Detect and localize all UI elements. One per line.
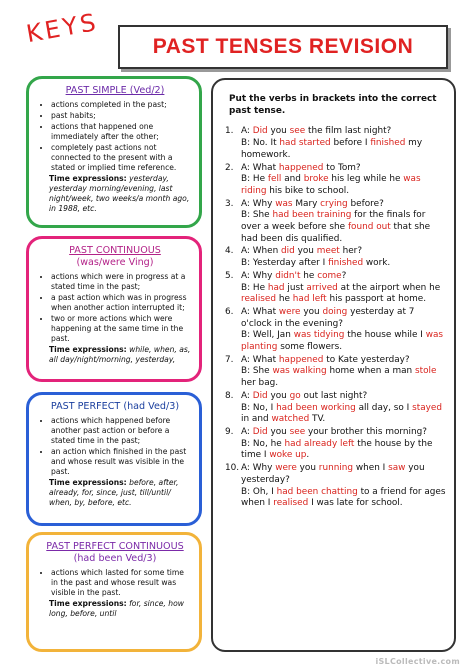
sentence-text: TV. bbox=[309, 414, 326, 425]
past-simple-list bbox=[39, 100, 191, 214]
answer-verb: saw bbox=[388, 463, 406, 474]
answer-verb: doing bbox=[322, 306, 348, 317]
sentence-text: A: Why bbox=[241, 198, 276, 209]
list-item: • an action which finished in the past and whose result was visible in the past. bbox=[51, 447, 191, 477]
sentence-text: A: bbox=[241, 426, 253, 437]
answer-verb: had been working bbox=[276, 402, 356, 413]
answer-verb: did bbox=[281, 246, 295, 257]
exercise-item bbox=[225, 163, 446, 198]
item-text bbox=[241, 199, 446, 246]
answer-verb: happened bbox=[278, 354, 324, 365]
item-number: 4. bbox=[225, 246, 234, 257]
answer-verb: Did bbox=[252, 390, 268, 401]
sentence-text: home when a man bbox=[326, 366, 416, 377]
answer-verb: woke up bbox=[269, 450, 307, 461]
exercise-item bbox=[225, 427, 446, 462]
past-perfect-list bbox=[39, 416, 191, 508]
past-perfect-continuous-title-line2: (had been Ved/3) bbox=[73, 553, 157, 564]
past-perfect-continuous-box bbox=[26, 532, 202, 652]
answer-verb: Did bbox=[252, 126, 268, 137]
item-text bbox=[241, 355, 446, 390]
exercise-item bbox=[225, 391, 446, 426]
sentence-text: and bbox=[281, 174, 304, 185]
item-number: 5. bbox=[225, 270, 234, 281]
answer-verb: crying bbox=[320, 198, 348, 209]
sentence-text: before? bbox=[347, 198, 384, 209]
answer-verb: had bbox=[267, 282, 285, 293]
exercise-item bbox=[225, 199, 446, 246]
sentence-text: out last night? bbox=[300, 390, 368, 401]
keys-label: KEYS bbox=[24, 7, 101, 49]
time-text: yesterday, yesterday morning/evening, last night/week, two weeks/a month ago, in 1988, etc. bbox=[49, 174, 190, 213]
answer-verb: meet bbox=[316, 246, 340, 257]
sentence-text: A: bbox=[241, 390, 253, 401]
answer-verb: fell bbox=[267, 174, 282, 185]
answer-verb: was bbox=[275, 198, 293, 209]
past-perfect-continuous-title-line1: PAST PERFECT CONTINUOUS bbox=[46, 541, 184, 552]
item-number: 7. bbox=[225, 354, 234, 365]
answer-verb: had started bbox=[279, 138, 331, 149]
item-text bbox=[241, 463, 446, 510]
list-item: • actions which lasted for some time in the past and whose result was visible in the past. bbox=[51, 568, 191, 598]
sentence-text: her? bbox=[339, 246, 363, 257]
time-text: before, after, already, for, since, just, till/until/ when, by, before, etc. bbox=[49, 478, 179, 507]
answer-verb: found out bbox=[347, 222, 391, 233]
sentence-text: A: bbox=[241, 126, 253, 137]
sentence-text: B: Yesterday after I bbox=[241, 258, 329, 269]
sentence-text: at the airport when he bbox=[337, 282, 441, 293]
sentence-text: A: Why bbox=[241, 270, 276, 281]
answer-verb: finished bbox=[370, 138, 406, 149]
list-item: • two or more actions which were happening at the same time in the past. bbox=[51, 314, 191, 344]
sentence-text: A: When bbox=[241, 246, 282, 257]
sentence-text: his bike to school. bbox=[266, 185, 350, 196]
answer-verb: stole bbox=[415, 366, 437, 377]
past-continuous-title bbox=[39, 245, 191, 269]
past-perfect-continuous-list bbox=[39, 568, 191, 619]
answer-verb: see bbox=[289, 126, 306, 137]
answer-verb: realised bbox=[241, 294, 277, 305]
sentence-text: yesterday at 7 o'clock in the evening? bbox=[241, 306, 415, 329]
past-simple-box bbox=[26, 76, 202, 228]
sentence-text: A: What bbox=[241, 306, 279, 317]
sentence-text: his passport at home. bbox=[326, 294, 427, 305]
exercise-panel bbox=[211, 78, 456, 652]
answer-verb: Did bbox=[252, 426, 268, 437]
time-expressions bbox=[49, 345, 191, 365]
answer-verb: happened bbox=[278, 162, 324, 173]
sentence-text: he bbox=[300, 270, 318, 281]
list-item: • a past action which was in progress when another action interrupted it; bbox=[51, 293, 191, 313]
item-text bbox=[241, 391, 446, 426]
item-number: 1. bbox=[225, 126, 234, 137]
exercise-item bbox=[225, 246, 446, 269]
sentence-text: he bbox=[276, 294, 293, 305]
answer-verb: had already left bbox=[284, 438, 355, 449]
item-text bbox=[241, 126, 446, 161]
sentence-text: to Kate yesterday? bbox=[323, 354, 410, 365]
answer-verb: were bbox=[275, 463, 297, 474]
sentence-text: that she had been dis qualified. bbox=[241, 222, 431, 244]
item-number: 8. bbox=[225, 390, 234, 401]
sentence-text: B: Well, Jan bbox=[241, 330, 294, 341]
list-item: • actions which were in progress at a stated time in the past; bbox=[51, 272, 191, 292]
sentence-text: B: She bbox=[241, 210, 273, 221]
item-text bbox=[241, 246, 446, 269]
past-continuous-list bbox=[39, 272, 191, 365]
past-perfect-continuous-title bbox=[39, 541, 191, 565]
sentence-text: B: Oh, I bbox=[241, 486, 277, 497]
sentence-text: when I bbox=[353, 463, 389, 474]
sentence-text: you bbox=[267, 426, 290, 437]
sentence-text: my homework. bbox=[241, 138, 423, 160]
past-continuous-box bbox=[26, 236, 202, 382]
sentence-text: to a friend for ages when I bbox=[241, 486, 446, 509]
answer-verb: watched bbox=[271, 414, 310, 425]
time-text: while, when, as, all day/night/morning, yesterday, bbox=[49, 345, 191, 364]
sentence-text: A: What bbox=[241, 354, 279, 365]
sentence-text: you yesterday? bbox=[241, 463, 425, 485]
sentence-text: you bbox=[294, 246, 317, 257]
answer-verb: see bbox=[289, 426, 306, 437]
exercise-item bbox=[225, 463, 446, 510]
answer-verb: go bbox=[289, 390, 301, 401]
sentence-text: some flowers. bbox=[277, 342, 343, 353]
answer-verb: had been training bbox=[272, 210, 352, 221]
past-perfect-box bbox=[26, 392, 202, 526]
answer-verb: was walking bbox=[272, 366, 327, 377]
item-text bbox=[241, 271, 446, 306]
answer-verb: had left bbox=[292, 294, 327, 305]
sentence-text: you bbox=[296, 463, 319, 474]
sentence-text: B: She bbox=[241, 366, 273, 377]
list-item: • actions completed in the past; bbox=[51, 100, 191, 110]
sentence-text: you bbox=[300, 306, 323, 317]
sentence-text: to Tom? bbox=[323, 162, 361, 173]
sentence-text: your brother this morning? bbox=[305, 426, 427, 437]
sentence-text: his leg while he bbox=[328, 174, 404, 185]
item-number: 6. bbox=[225, 306, 234, 317]
time-label: Time expressions: bbox=[49, 345, 127, 354]
sentence-text: . bbox=[306, 450, 310, 461]
past-perfect-title: PAST PERFECT (had Ved/3) bbox=[50, 401, 180, 412]
exercise-item bbox=[225, 307, 446, 354]
time-label: Time expressions: bbox=[49, 599, 127, 608]
sentence-text: the film last night? bbox=[305, 126, 392, 137]
sentence-text: B: He bbox=[241, 174, 268, 185]
sentence-text: B: He bbox=[241, 282, 268, 293]
time-expressions bbox=[49, 478, 191, 508]
exercise-item bbox=[225, 355, 446, 390]
item-number: 3. bbox=[225, 198, 234, 209]
sentence-text: I was late for school. bbox=[308, 498, 403, 509]
list-item: • completely past actions not connected to the present with a stated or implied time reference. bbox=[51, 143, 191, 173]
sentence-text: A: Why bbox=[241, 463, 276, 474]
list-item: • actions that happened one immediately after the other; bbox=[51, 122, 191, 142]
answer-verb: broke bbox=[303, 174, 329, 185]
sentence-text: you bbox=[267, 390, 290, 401]
exercise-list bbox=[225, 126, 446, 510]
list-item: • past habits; bbox=[51, 111, 191, 121]
exercise-instruction: Put the verbs in brackets into the correct past tense. bbox=[229, 94, 437, 116]
past-continuous-title-line2: (was/were Ving) bbox=[76, 257, 154, 268]
answer-verb: had been chatting bbox=[276, 486, 358, 497]
sentence-text: before I bbox=[330, 138, 371, 149]
sentence-text: for the finals for over a week before she bbox=[241, 210, 426, 233]
answer-verb: come bbox=[317, 270, 342, 281]
sentence-text: B: No. It bbox=[241, 138, 280, 149]
answer-verb: finished bbox=[328, 258, 364, 269]
sentence-text: all day, so I bbox=[355, 402, 413, 413]
sentence-text: you bbox=[267, 126, 290, 137]
list-item: • actions which happened before another past action or before a stated time in the past; bbox=[51, 416, 191, 446]
sentence-text: the house by the time I bbox=[241, 438, 433, 461]
sentence-text: B: No, I bbox=[241, 402, 277, 413]
exercise-item bbox=[225, 271, 446, 306]
answer-verb: was tidying bbox=[293, 330, 345, 341]
sentence-text: B: No, he bbox=[241, 438, 285, 449]
item-text bbox=[241, 427, 446, 462]
item-number: 10. bbox=[225, 463, 240, 474]
past-continuous-title-line1: PAST CONTINUOUS bbox=[69, 245, 161, 256]
watermark: iSLCollective.com bbox=[375, 657, 460, 666]
item-number: 2. bbox=[225, 162, 234, 173]
sentence-text: work. bbox=[363, 258, 391, 269]
time-label: Time expressions: bbox=[49, 174, 127, 183]
sentence-text: Mary bbox=[292, 198, 321, 209]
answer-verb: was riding bbox=[241, 174, 421, 196]
item-text bbox=[241, 307, 446, 354]
time-expressions bbox=[49, 174, 191, 214]
answer-verb: running bbox=[318, 463, 354, 474]
title-box bbox=[118, 25, 448, 69]
sentence-text: A: What bbox=[241, 162, 279, 173]
sentence-text: just bbox=[284, 282, 307, 293]
sentence-text: ? bbox=[341, 270, 347, 281]
sentence-text: the house while I bbox=[344, 330, 426, 341]
answer-verb: were bbox=[278, 306, 301, 317]
answer-verb: arrived bbox=[306, 282, 338, 293]
answer-verb: didn't bbox=[275, 270, 301, 281]
sentence-text: her bag. bbox=[241, 378, 279, 389]
item-text bbox=[241, 163, 446, 198]
time-label: Time expressions: bbox=[49, 478, 127, 487]
answer-verb: stayed bbox=[412, 402, 442, 413]
time-expressions bbox=[49, 599, 191, 619]
item-number: 9. bbox=[225, 426, 234, 437]
answer-verb: realised bbox=[273, 498, 309, 509]
answer-verb: was planting bbox=[241, 330, 444, 353]
exercise-item bbox=[225, 126, 446, 161]
past-simple-title: PAST SIMPLE (Ved/2) bbox=[65, 85, 165, 96]
time-text: for, since, how long, before, until bbox=[49, 599, 184, 618]
sentence-text: in and bbox=[241, 414, 272, 425]
page-title: PAST TENSES REVISION bbox=[152, 35, 414, 58]
